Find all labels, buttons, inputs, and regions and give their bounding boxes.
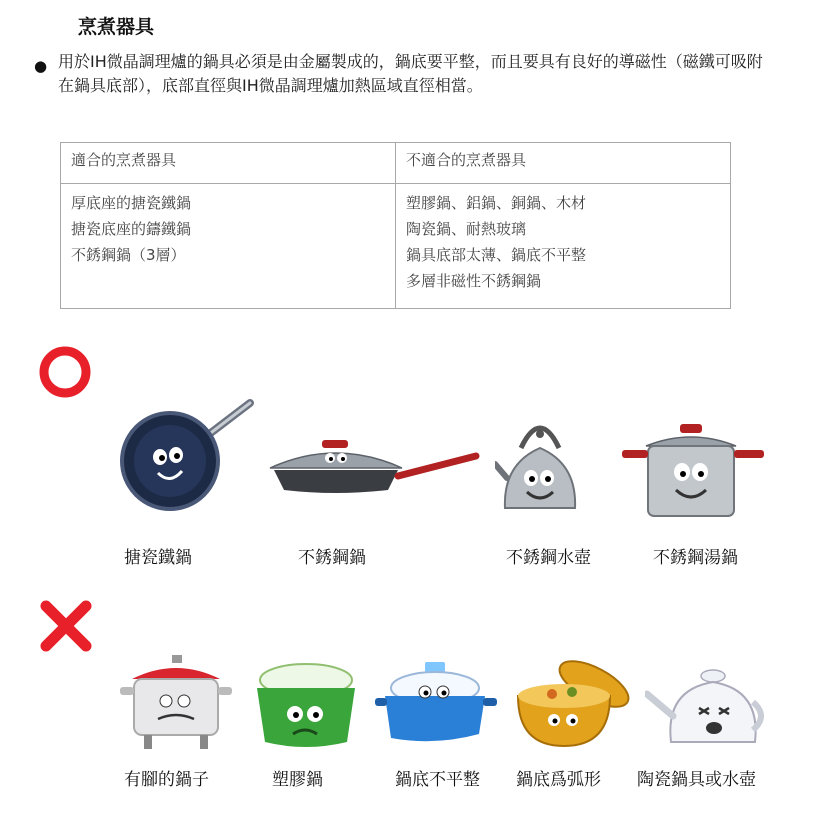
bullet-icon: ●	[34, 57, 48, 75]
unsuitable-item: 陶瓷鍋、耐熱玻璃	[406, 220, 527, 238]
unsuitable-item: 鍋具底部太薄、鍋底不平整	[406, 246, 587, 264]
enamel-iron-pan-icon	[118, 395, 258, 525]
intro-paragraph: 用於IH微晶調理爐的鍋具必須是由金屬製成的，鍋底要平整，而且要具有良好的導磁性（磁鐵可吸附在鍋具底部），底部直徑與IH微晶調理爐加熱區域直徑相當。	[58, 52, 763, 95]
footed-pot-icon	[118, 655, 234, 750]
unsuitable-item-label: 塑膠鍋	[272, 770, 323, 790]
ceramic-kettle-icon	[645, 664, 770, 750]
header-suitable: 適合的烹煮器具	[61, 143, 396, 184]
header-unsuitable: 不適合的烹煮器具	[396, 143, 731, 184]
unsuitable-item: 塑膠鍋、鋁鍋、銅鍋、木材	[406, 194, 587, 212]
unsuitable-item-label: 鍋底不平整	[395, 770, 480, 790]
suitable-cell	[61, 184, 396, 309]
suitable-item: 厚底座的搪瓷鐵鍋	[71, 194, 192, 212]
suitable-item-label: 不銹鋼湯鍋	[653, 548, 738, 568]
cookware-table	[60, 142, 731, 309]
suitable-item-label: 不銹鋼水壺	[506, 548, 591, 568]
suitable-item-label: 搪瓷鐵鍋	[124, 548, 192, 568]
table-row	[61, 184, 731, 309]
table-header-row	[61, 143, 731, 184]
stainless-stockpot-icon	[620, 424, 770, 522]
suitable-item: 不銹鋼鍋（3層）	[71, 246, 186, 264]
unsuitable-item-label: 陶瓷鍋具或水壺	[637, 770, 756, 790]
curved-bottom-pot-icon	[512, 650, 634, 750]
suitable-item: 搪瓷底座的鑄鐵鍋	[71, 220, 192, 238]
stainless-pan-icon	[266, 430, 481, 505]
uneven-bottom-pot-icon	[375, 662, 499, 750]
plastic-pot-icon	[247, 660, 365, 752]
section-title: 烹煮器具	[78, 16, 155, 38]
unsuitable-item-label: 鍋底爲弧形	[516, 770, 601, 790]
unsuitable-cross-icon	[38, 598, 94, 654]
unsuitable-item: 多層非磁性不銹鋼鍋	[406, 272, 542, 290]
suitable-item-label: 不銹鋼鍋	[298, 548, 366, 568]
unsuitable-cell	[396, 184, 731, 309]
unsuitable-item-label: 有腳的鍋子	[124, 770, 209, 790]
stainless-kettle-icon	[495, 412, 585, 524]
suitable-circle-icon	[36, 343, 94, 401]
